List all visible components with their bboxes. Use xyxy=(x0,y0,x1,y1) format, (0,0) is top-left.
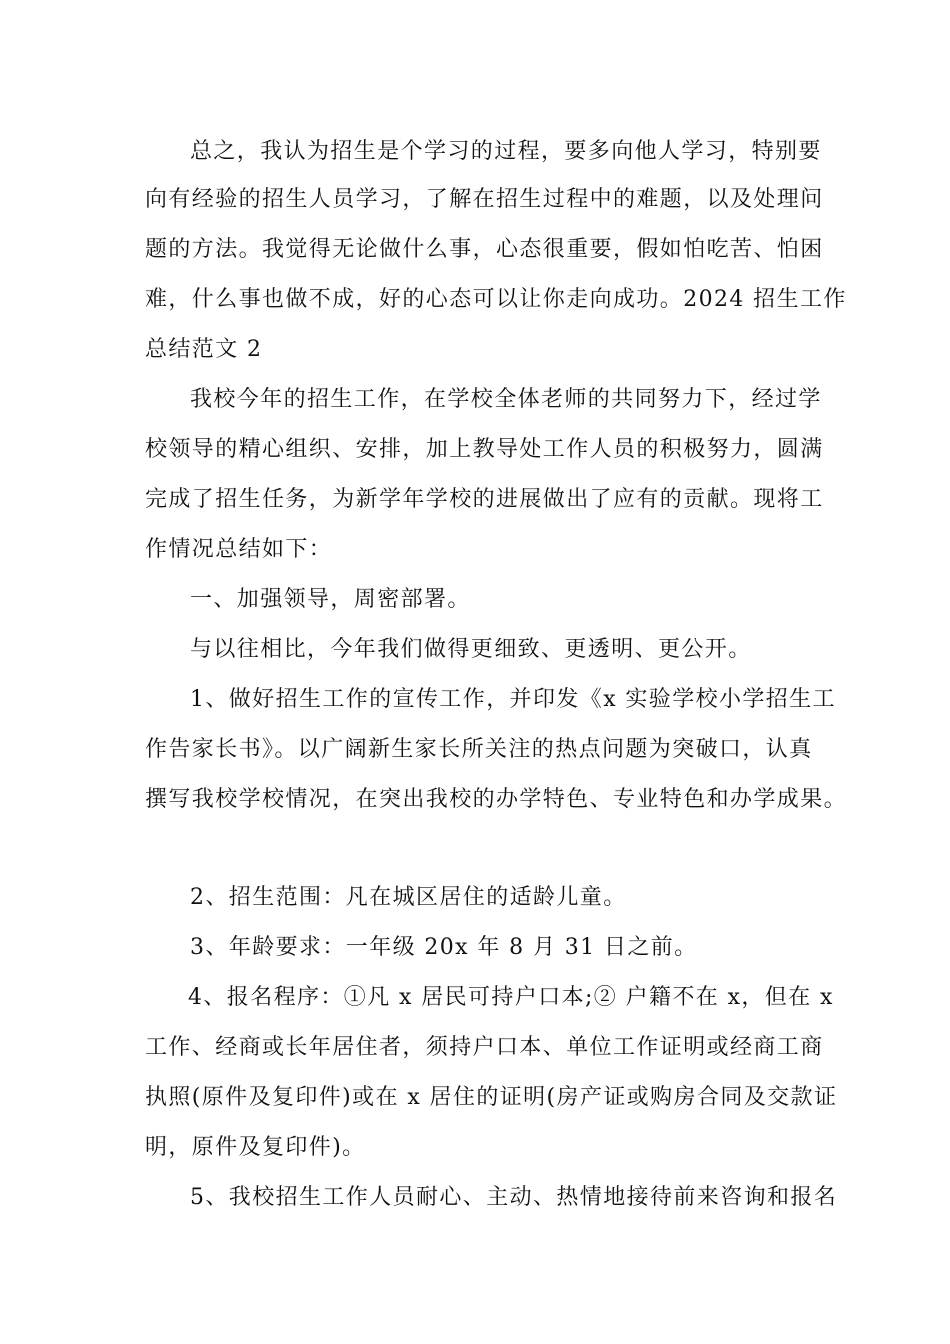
paragraph-line: 难，什么事也做不成，好的心态可以让你走向成功。2024 招生工作 xyxy=(145,287,847,312)
paragraph-line: 总结范文 2 xyxy=(145,337,263,362)
paragraph-line: 我校今年的招生工作，在学校全体老师的共同努力下，经过学 xyxy=(190,387,822,412)
paragraph-line: 题的方法。我觉得无论做什么事，心态很重要，假如怕吃苦、怕困 xyxy=(145,237,824,262)
list-item-line: 执照(原件及复印件)或在 x 居住的证明(房产证或购房合同及交款证 xyxy=(145,1085,838,1110)
paragraph-line: 作情况总结如下： xyxy=(145,537,333,562)
list-item-line: 5、我校招生工作人员耐心、主动、热情地接待前来咨询和报名 xyxy=(190,1185,838,1210)
paragraph-line: 向有经验的招生人员学习，了解在招生过程中的难题，以及处理问 xyxy=(145,187,824,212)
list-item-line: 工作、经商或长年居住者，须持户口本、单位工作证明或经商工商 xyxy=(145,1035,824,1060)
paragraph-line: 与以往相比，今年我们做得更细致、更透明、更公开。 xyxy=(190,637,752,662)
paragraph-line: 总之，我认为招生是个学习的过程，要多向他人学习，特别要 xyxy=(190,139,822,164)
list-item-line: 作告家长书》。以广阔新生家长所关注的热点问题为突破口，认真 xyxy=(145,737,813,762)
list-item-line: 明，原件及复印件)。 xyxy=(145,1135,366,1160)
paragraph-line: 校领导的精心组织、安排，加上教导处工作人员的积极努力，圆满 xyxy=(145,437,824,462)
paragraph-line: 完成了招生任务，为新学年学校的进展做出了应有的贡献。现将工 xyxy=(145,487,824,512)
list-item-line: 3、年龄要求：一年级 20x 年 8 月 31 日之前。 xyxy=(190,935,698,960)
section-heading: 一、加强领导，周密部署。 xyxy=(190,587,471,612)
list-item-line: 2、招生范围：凡在城区居住的适龄儿童。 xyxy=(190,885,627,910)
list-item-line: 4、报名程序：①凡 x 居民可持户口本;② 户籍不在 x，但在 x xyxy=(188,985,834,1010)
list-item-line: 1、做好招生工作的宣传工作，并印发《x 实验学校小学招生工 xyxy=(190,687,836,712)
list-item-line: 撰写我校学校情况，在突出我校的办学特色、专业特色和办学成果。 xyxy=(145,787,848,812)
